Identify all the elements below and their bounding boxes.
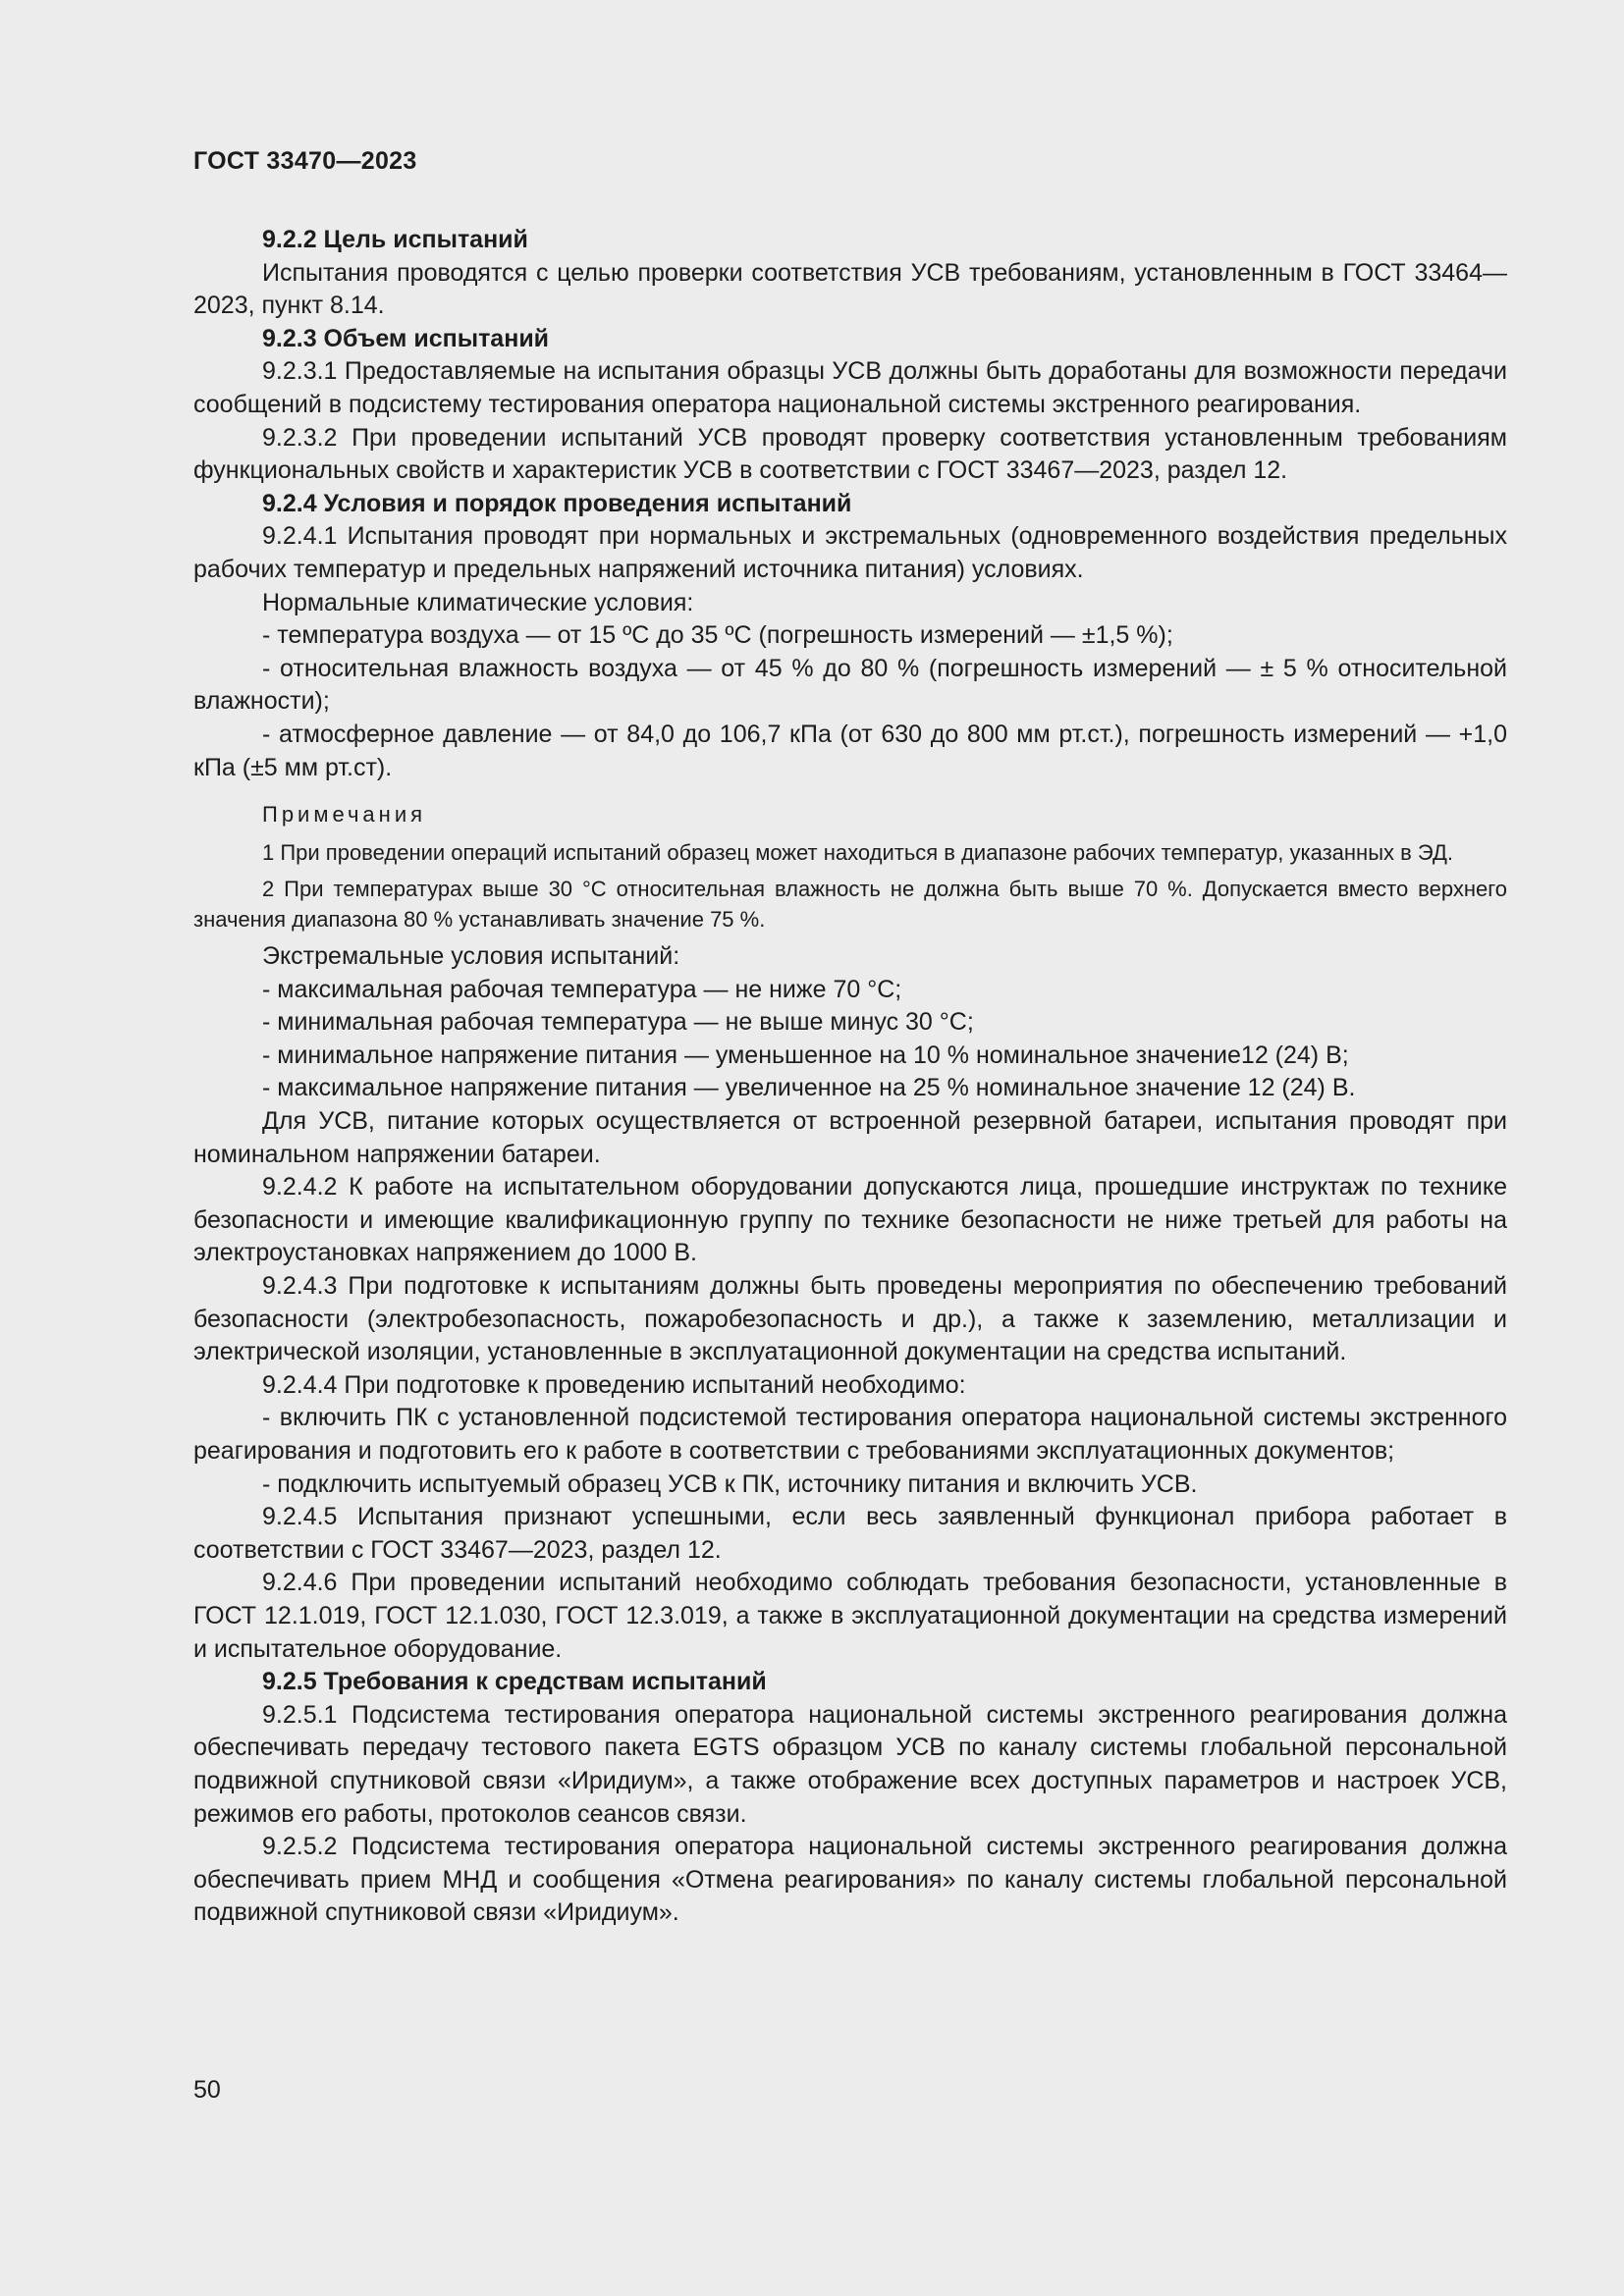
note-item: 1 При проведении операций испытаний образец может находиться в диапазоне рабочих температур, указанных в ЭД.	[262, 840, 1454, 866]
note-item: 2 При температурах выше 30 °С относительная влажность не должна быть выше 70 %. Допускается вместо верхнего значения диапазона 80 % устанавливать значение 75 %.	[193, 877, 1507, 933]
notes-title: Примечания	[262, 802, 427, 828]
list-item: - максимальное напряжение питания — увеличенное на 25 % номинальное значение 12 (24) В.	[262, 1074, 1356, 1102]
list-item: - подключить испытуемый образец УСВ к ПК, источнику питания и включить УСВ.	[262, 1469, 1198, 1498]
paragraph: Для УСВ, питание которых осуществляется от встроенной резервной батареи, испытания проводят при номинальном напряжении батареи.	[193, 1107, 1507, 1168]
paragraph: 9.2.5.2 Подсистема тестирования оператора национальной системы экстренного реагирования должна обеспечивать прием МНД и сообщения «Отмена реагирования» по каналу системы глобальной персональной подвижной спутниковой связи «Иридиум».	[193, 1833, 1507, 1927]
section-heading-9-2-3: 9.2.3 Объем испытаний	[262, 324, 550, 352]
paragraph: 9.2.4.2 К работе на испытательном оборудовании допускаются лица, прошедшие инструктаж по технике безопасности и имеющие квалификационную группу по технике безопасности не ниже третьей для работы на электроустановках напряжением до 1000 В.	[193, 1173, 1507, 1267]
section-heading-9-2-4: 9.2.4 Условия и порядок проведения испытаний	[262, 489, 852, 517]
list-item: - минимальная рабочая температура — не выше минус 30 °С;	[262, 1008, 974, 1037]
page-number: 50	[193, 2076, 221, 2104]
paragraph: 9.2.4.5 Испытания признают успешными, если весь заявленный функционал прибора работает в соответствии с ГОСТ 33467—2023, раздел 12.	[193, 1503, 1507, 1564]
list-item: - относительная влажность воздуха — от 45 % до 80 % (погрешность измерений — ± 5 % относительной влажности);	[193, 654, 1507, 716]
document-body	[193, 224, 1507, 1930]
paragraph: 9.2.4.1 Испытания проводят при нормальных и экстремальных (одновременного воздействия предельных рабочих температур и предельных напряжений источника питания) условиях.	[193, 522, 1507, 583]
list-title: Экстремальные условия испытаний:	[262, 942, 680, 971]
list-title: Нормальные климатические условия:	[262, 588, 694, 616]
paragraph: 9.2.4.6 При проведении испытаний необходимо соблюдать требования безопасности, установленные в ГОСТ 12.1.019, ГОСТ 12.1.030, ГОСТ 12.3.019, а также в эксплуатационной документации на средства измерений и испытательное оборудование.	[193, 1569, 1507, 1663]
paragraph: 9.2.4.4 При подготовке к проведению испытаний необходимо:	[262, 1370, 966, 1399]
paragraph: 9.2.5.1 Подсистема тестирования оператора национальной системы экстренного реагирования должна обеспечивать передачу тестового пакета EGTS образцом УСВ по каналу системы глобальной персональной подвижной спутниковой связи «Иридиум», а также отображение всех доступных параметров и настроек УСВ, режимов его работы, протоколов сеансов связи.	[193, 1700, 1507, 1828]
paragraph: 9.2.3.2 При проведении испытаний УСВ проводят проверку соответствия установленным требованиям функциональных свойств и характеристик УСВ в соответствии с ГОСТ 33467—2023, раздел 12.	[193, 423, 1507, 485]
paragraph: 9.2.3.1 Предоставляемые на испытания образцы УСВ должны быть доработаны для возможности передачи сообщений в подсистему тестирования оператора национальной системы экстренного реагирования.	[193, 357, 1507, 418]
list-item: - включить ПК с установленной подсистемой тестирования оператора национальной системы экстренного реагирования и подготовить его к работе в соответствии с требованиями эксплуатационных документов;	[193, 1404, 1507, 1465]
list-item: - максимальная рабочая температура — не ниже 70 °С;	[262, 975, 902, 1003]
document-code-header: ГОСТ 33470—2023	[193, 147, 417, 175]
list-item: - атмосферное давление — от 84,0 до 106,7 кПа (от 630 до 800 мм рт.ст.), погрешность измерений — +1,0 кПа (±5 мм рт.ст).	[193, 720, 1507, 781]
section-heading-9-2-5: 9.2.5 Требования к средствам испытаний	[262, 1668, 767, 1696]
section-heading-9-2-2: 9.2.2 Цель испытаний	[262, 226, 528, 253]
notes-block	[193, 799, 1507, 934]
list-item: - температура воздуха — от 15 ºС до 35 ºС (погрешность измерений — ±1,5 %);	[262, 621, 1173, 650]
paragraph: 9.2.4.3 При подготовке к испытаниям должны быть проведены мероприятия по обеспечению требований безопасности (электробезопасность, пожаробезопасность и др.), а также к заземлению, металлизации и электрической изоляции, установленные в эксплуатационной документации на средства испытаний.	[193, 1272, 1507, 1366]
list-item: - минимальное напряжение питания — уменьшенное на 10 % номинальное значение12 (24) В;	[262, 1041, 1349, 1069]
paragraph: Испытания проводятся с целью проверки соответствия УСВ требованиям, установленным в ГОСТ 33464—2023, пункт 8.14.	[193, 258, 1507, 320]
